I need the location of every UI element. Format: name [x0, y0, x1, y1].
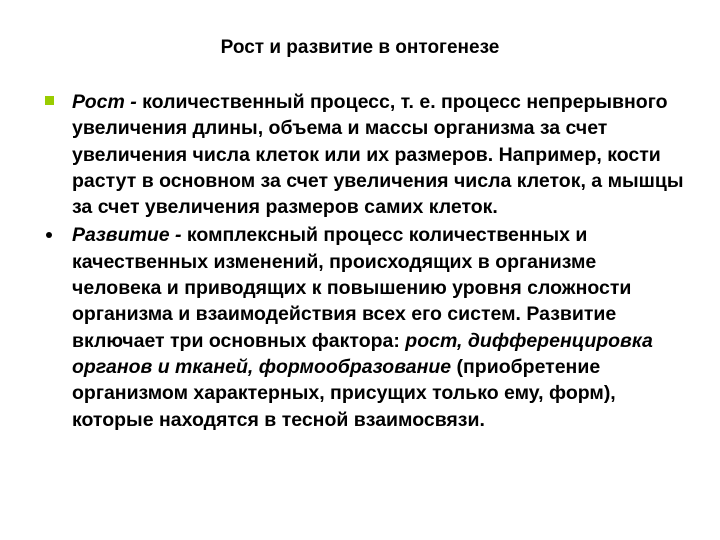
dot-bullet-icon	[46, 232, 52, 238]
definition-development-end: (приобретение организмом характерных, присущих только ему, форм), которые находятся в тесной взаимосвязи.	[72, 355, 616, 431]
bullet-item-growth	[40, 89, 690, 220]
bullet-item-development	[40, 222, 690, 432]
slide-title: Рост и развитие в онтогенезе	[220, 37, 500, 58]
development-factors: рост, дифференцировка органов и тканей, формообразование	[72, 329, 653, 378]
term-development: Развитие -	[72, 224, 182, 247]
green-square-bullet-icon	[45, 96, 54, 105]
definition-growth: количественный процесс, т. е. процесс непрерывного увеличения длины, объема и массы организма за счет увеличения числа клеток или их размеров. Например, кости растут в основном за счет увеличения числа клеток, а мышцы за счет увеличения размеров самих клеток.	[72, 91, 684, 219]
term-growth: Рост -	[72, 91, 137, 113]
bullet-list	[40, 89, 690, 435]
definition-development: комплексный процесс количественных и качественных изменений, происходящих в организме человека и приводящих к повышению уровня сложности организма и взаимодействия всех его систем. Развитие включает три основных фактора:	[72, 224, 632, 352]
